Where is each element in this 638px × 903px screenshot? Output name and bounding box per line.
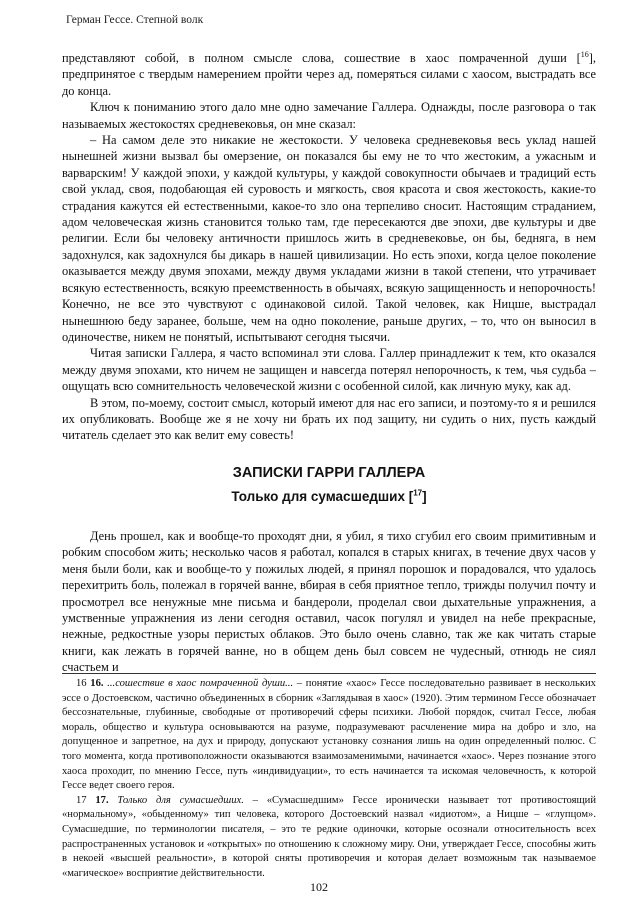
section-title: ЗАПИСКИ ГАРРИ ГАЛЛЕРА [232, 465, 426, 481]
footnote-ref[interactable]: 16 [580, 49, 589, 59]
footnote-ref[interactable]: 17 [413, 488, 423, 498]
paragraph: Читая записки Галлера, я часто вспоминал эти слова. Галлер принадлежит к тем, кто оказался между двумя эпохами, кто ничем не защищен и навсегда потерял непорочность, к тем, чья судьба – ощущать всю сомнительность человеческой жизни с особенной силой, как личную муку, как ад. [62, 346, 596, 394]
footnote-text: – понятие «хаос» Гессе последовательно развивает в нескольких эссе о Достоевском, частично объединенных в сборник «Заглядывая в хаос» (1920). Этим термином Гессе обозначает бессознательные, глубинные, свободные от противоречий сферы психики. Любой порядок, считал Гессе, любая мораль, общество и культура основываются на разуме, подразумевают расчленение мира на добро и зло, на допущенное и запретное, на дух и природу, допускают установку сознания лишь на один определенный полюс. С того момента, когда противоположности оказываются взаимозаменимыми, начинается «хаос». Через познание этого хаоса проходит, по мнению Гессе, путь «индивидуации», то есть начинается та искомая человечность, к которой Гессе ведет своего героя. [62, 678, 596, 792]
footnotes [62, 677, 596, 881]
paragraph: представляют собой, в полном смысле слова, сошествие в хаос помраченной души [$^{16}$], предпринятое с твердым намерением пройти через ад, померяться силами с хаосом, выстрадать все до конца. [62, 49, 596, 98]
page-number: 102 [310, 880, 328, 894]
section-subtitle: Только для сумасшедших [$^{17}$] [231, 488, 427, 504]
paragraph: – На самом деле это никакие не жестокости. У человека средневековья весь уклад нашей нынешней жизни вызвал бы омерзение, он показался бы ему не то что жестоким, а ужасным и варварским! У каждой эпохи, у каждой культуры, у каждой совокупности обычаев и традиций есть свой уклад, своя, подобающая ей суровость и мягкость, своя красота и своя жестокость, какие-то страдания кажутся ей естественными, какое-то зло она терпеливо сносит. Настоящим страданием, адом человеческая жизнь становится только там, где пересекаются две эпохи, две культуры и две религии. Если бы человеку античности пришлось жить в средневековье, он бы, бедняга, в нем задохнулся, как задохнулся бы дикарь в нашей цивилизации. Но есть эпохи, когда целое поколение оказывается между двумя эпохами, между двумя укладами жизни в такой степени, что утрачивает всякую естественность, всякую преемственность в обычаях, всякую защищенность и непорочность! Конечно, не все это чувствуют с одинаковой силой. Такой человек, как Ницше, выстрадал нынешнюю беду заранее, больше, чем на одно поколение, раньше других, – то, что он выносил в одиночестве, никем не понятый, испытывают сегодня тысячи. [62, 133, 596, 344]
footnote [62, 794, 596, 882]
footnote-term: ...сошествие в хаос помраченной души... [107, 678, 294, 689]
footnote-marker: 16 [76, 678, 87, 689]
paragraph: В этом, по-моему, состоит смысл, который имеют для нас его записи, и поэтому-то я и решился их опубликовать. Вообще же я не хочу ни брать их под защиту, ни судить о них, пусть каждый читатель сделает это как велит ему совесть! [62, 395, 596, 443]
footnote-text: – «Сумасшедшим» Гессе иронически называет тот противостоящий «нормальному», «обыденному» тип человека, которого Достоевский назвал «идиотом», а Ницше – «глупцом». Сумасшедшие, по терминологии писателя, – это те редкие одиночки, которые осознали относительность всех распространенных установок и «открытых» по отношению к сложному миру. Они, утверждает Гессе, способны жить в некоей «высшей реальности», в которой сняты противоречия и которая делает возможным так называемое «магическое» восприятие действительности. [62, 794, 597, 879]
chapter-text [62, 528, 596, 676]
footnote-number: 16. [90, 678, 104, 689]
footnote-term: Только для сумасшедших. [117, 794, 244, 806]
paragraph: День прошел, как и вообще-то проходят дни, я убил, я тихо сгубил его своим примитивным и робким способом жить; несколько часов я работал, копался в старых книгах, в течение двух часов у меня были боли, как и вообще-то у пожилых людей, я принял порошок и порадовался, что удалось перехитрить боль, полежал в горячей ванне, вбирая в себя приятное тепло, трижды получил почту и просмотрел все ненужные мне письма и бандероли, проделал свои дыхательные упражнения, а умственные упражнения из лени сегодня оставил, часок погулял и увидел на небе прекрасные, нежные, редкостные узоры перистых облаков. Это было очень славно, так же как читать старые книги, как лежать в горячей ванне, но в общем день был совсем не чудесный, отнюдь не сиял счастьем и [62, 529, 596, 675]
paragraph: Ключ к пониманию этого дало мне одно замечание Галлера. Однажды, после разговора о так называемых жестокостях средневековья, он мне сказал: [62, 100, 596, 131]
footnote [62, 677, 596, 794]
footnote-marker: 17 [76, 794, 87, 806]
footnote-number: 17. [95, 794, 109, 806]
footnote-divider [62, 673, 596, 674]
intro-text [62, 50, 596, 444]
running-head: Герман Гессе. Степной волк [66, 14, 204, 26]
